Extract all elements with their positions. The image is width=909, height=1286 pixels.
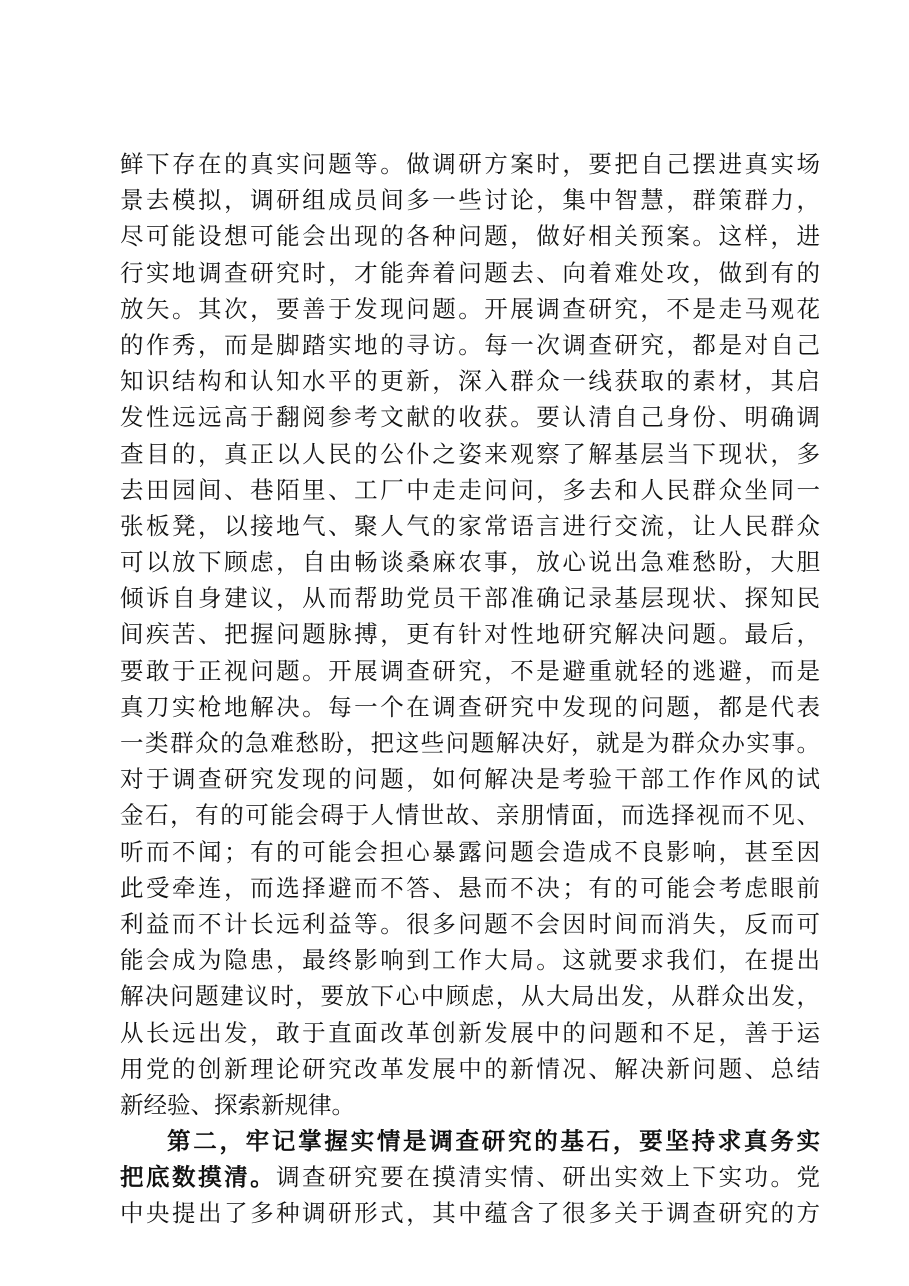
text-line: 行实地调查研究时，才能奔着问题去、向着难处攻，做到有的 xyxy=(120,258,820,287)
body-text xyxy=(120,146,820,1232)
text-line: 能会成为隐患，最终影响到工作大局。这就要求我们，在提出 xyxy=(120,946,820,975)
text-line: 去田园间、巷陌里、工厂中走走问问，多去和人民群众坐同一 xyxy=(120,475,820,504)
text-line: 间疾苦、把握问题脉搏，更有针对性地研究解决问题。最后， xyxy=(120,620,820,649)
text-line: 中央提出了多种调研形式，其中蕴含了很多关于调查研究的方 xyxy=(120,1199,820,1228)
text-line: 利益而不计长远利益等。很多问题不会因时间而消失，反而可 xyxy=(120,909,820,938)
text-line: 张板凳，以接地气、聚人气的家常语言进行交流，让人民群众 xyxy=(120,511,820,540)
paragraph-1 xyxy=(120,146,820,1123)
text-line: 倾诉自身建议，从而帮助党员干部准确记录基层现状、探知民 xyxy=(120,584,820,613)
text-line: 的作秀，而是脚踏实地的寻访。每一次调查研究，都是对自己 xyxy=(120,330,820,359)
text-line: 尽可能设想可能会出现的各种问题，做好相关预案。这样，进 xyxy=(120,222,820,251)
text-line: 发性远远高于翻阅参考文献的收获。要认清自己身份、明确调 xyxy=(120,403,820,432)
section-heading-end: 把底数摸清。 xyxy=(120,1163,277,1192)
text-line: 解决问题建议时，要放下心中顾虑，从大局出发，从群众出发， xyxy=(120,982,820,1011)
text-line: 真刀实枪地解决。每一个在调查研究中发现的问题，都是代表 xyxy=(120,692,820,721)
section-heading-line: 第二，牢记掌握实情是调查研究的基石，要坚持求真务实 xyxy=(167,1127,820,1156)
text-line: 知识结构和认知水平的更新，深入群众一线获取的素材，其启 xyxy=(120,367,820,396)
text-line: 听而不闻；有的可能会担心暴露问题会造成不良影响，甚至因 xyxy=(120,837,820,866)
text-line: 景去模拟，调研组成员间多一些讨论，集中智慧，群策群力， xyxy=(120,186,820,215)
text-line: 新经验、探索新规律。 xyxy=(120,1090,355,1119)
text-line: 金石，有的可能会碍于人情世故、亲朋情面，而选择视而不见、 xyxy=(120,801,820,830)
text-line: 鲜下存在的真实问题等。做调研方案时，要把自己摆进真实场 xyxy=(120,150,820,178)
text-line: 用党的创新理论研究改革发展中的新情况、解决新问题、总结 xyxy=(120,1054,820,1083)
text-line: 可以放下顾虑，自由畅谈桑麻农事，放心说出急难愁盼，大胆 xyxy=(120,548,820,577)
text-line: 放矢。其次，要善于发现问题。开展调查研究，不是走马观花 xyxy=(120,294,820,323)
text-line: 一类群众的急难愁盼，把这些问题解决好，就是为群众办实事。 xyxy=(120,729,820,757)
text-run: 调查研究要在摸清实情、研出实效上下实功。党 xyxy=(276,1163,821,1192)
text-line: 此受牵连，而选择避而不答、悬而不决；有的可能会考虑眼前 xyxy=(120,873,820,902)
text-line xyxy=(120,1159,820,1195)
text-line: 从长远出发，敢于直面改革创新发展中的问题和不足，善于运 xyxy=(120,1018,820,1047)
text-line: 查目的，真正以人民的公仆之姿来观察了解基层当下现状，多 xyxy=(120,439,820,468)
text-line: 对于调查研究发现的问题，如何解决是考验干部工作作风的试 xyxy=(120,765,820,794)
paragraph-2 xyxy=(120,1123,820,1232)
text-line: 要敢于正视问题。开展调查研究，不是避重就轻的逃避，而是 xyxy=(120,656,820,685)
